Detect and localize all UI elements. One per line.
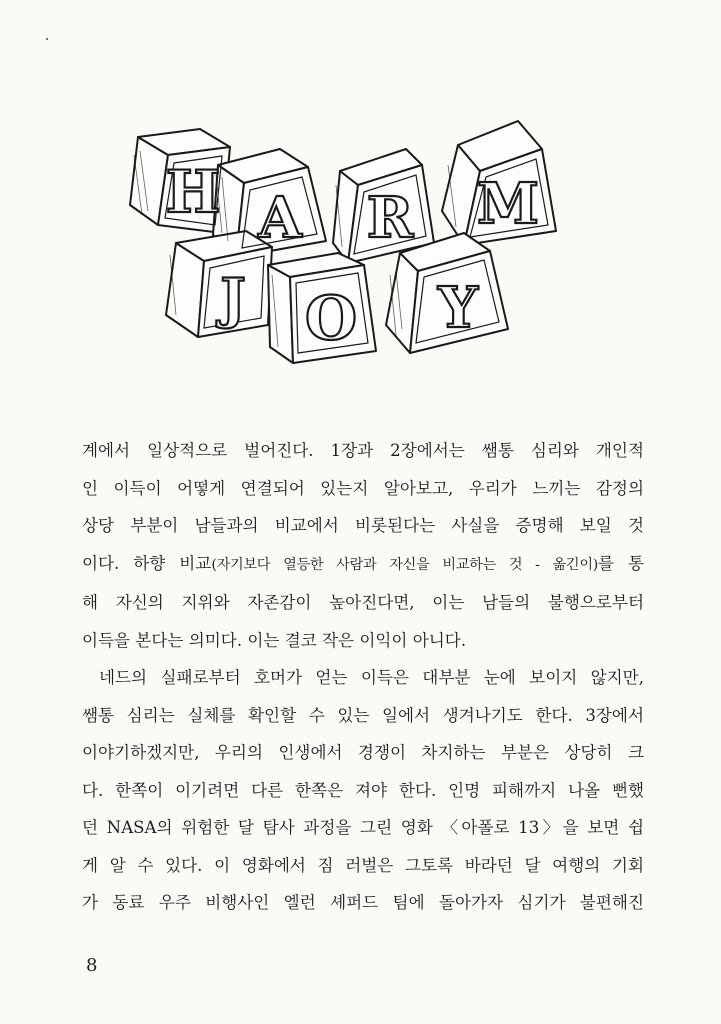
text-line: 다. 한쪽이 이기려면 다른 한쪽은 져야 한다. 인명 피해까지 나올 뻔했 [82,780,644,800]
text-line: 인 이득이 어떻게 연결되어 있는지 알아보고, 우리가 느끼는 감정의 [82,478,644,498]
block-letter-a: A [258,185,302,251]
paper-speck [46,38,48,40]
harm-joy-letter-blocks-illustration [118,115,588,380]
text-line: 계에서 일상적으로 벌어진다. 1장과 2장에서는 쌤통 심리와 개인적 [82,441,644,460]
body-paragraphs [82,432,644,922]
text-line: 이득을 본다는 의미다. 이는 결코 작은 이익이 아니다. [82,630,467,650]
text-line: 상당 부분이 남들과의 비교에서 비롯된다는 사실을 증명해 보일 것 [82,516,644,535]
text-line: 가 동료 우주 비행사인 엘런 셰퍼드 팀에 돌아가자 심기가 불편해진 [82,893,644,912]
block-letter-j: J [220,266,246,330]
translator-note: (자기보다 열등한 사람과 자신을 비교하는 것 - 옮긴이) [211,556,598,573]
text-segment: 이다. 하향 비교 [82,553,212,573]
text-line-with-translator-note [82,545,644,585]
text-line: 해 자신의 지위와 자존감이 높아진다면, 이는 남들의 불행으로부터 [82,593,644,612]
block-letter-y: Y [438,275,478,341]
text-line: 네드의 실패로부터 호머가 얻는 이득은 대부분 눈에 보이지 않지만, [99,668,644,687]
page-number: 8 [86,955,98,976]
text-line: 게 알 수 있다. 이 영화에서 짐 러벌은 그토록 바라던 달 여행의 기회 [82,855,644,875]
letter-block-j [166,231,272,337]
text-line: 쌤통 심리는 실체를 확인할 수 있는 일에서 생겨나기도 한다. 3장에서 [82,705,644,725]
block-letter-m: M [477,171,539,237]
block-letter-r: R [366,185,414,251]
block-letter-h: H [165,158,221,226]
text-line: 던 NASA의 위험한 달 탐사 과정을 그린 영화 〈아폴로 13〉을 보면 쉽 [82,818,644,837]
block-letter-o: O [304,284,358,354]
text-line: 이야기하겠지만, 우리의 인생에서 경쟁이 차지하는 부분은 상당히 크 [82,743,644,762]
text-segment: 를 통 [597,553,644,573]
